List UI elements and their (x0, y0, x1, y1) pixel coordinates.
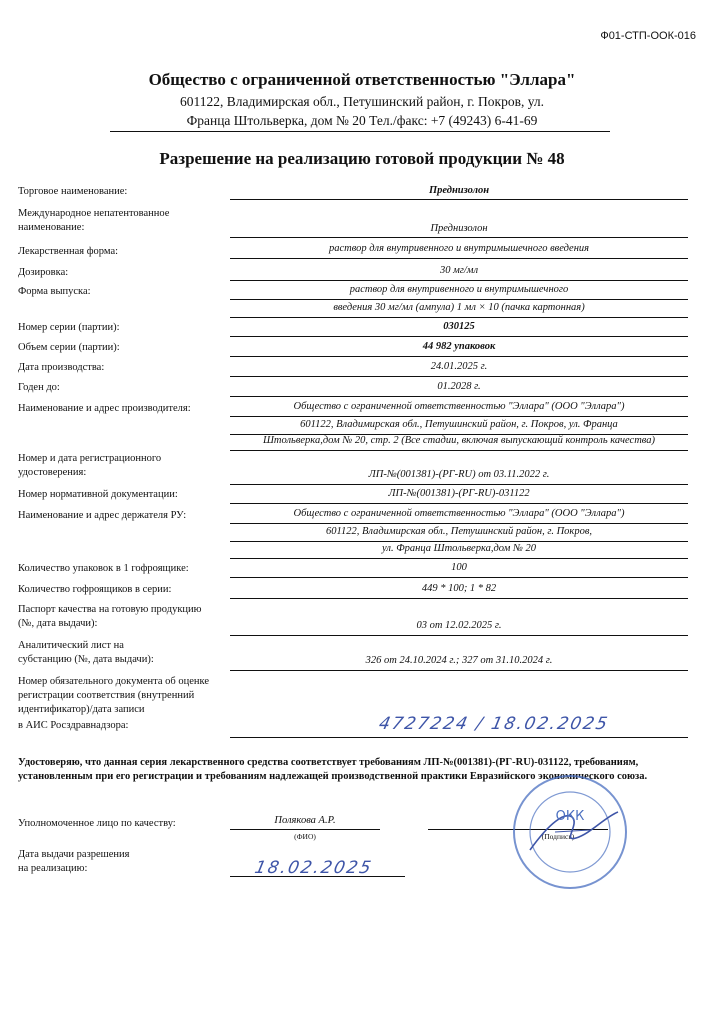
quality-passport-line (230, 635, 688, 636)
analytical-sheet-label-2: субстанцию (№, дата выдачи): (18, 654, 154, 665)
analytical-sheet-line (230, 670, 688, 671)
production-date-label: Дата производства: (18, 362, 105, 373)
issue-date-label-2: на реализацию: (18, 863, 88, 874)
holder-value-3: ул. Франца Штольверка,дом № 20 (382, 543, 536, 554)
manufacturer-value-2: 601122, Владимирская обл., Петушинский район, г. Покров, ул. Франца (300, 419, 618, 430)
qualified-person-name: Полякова А.Р. (274, 815, 336, 826)
registration-label-1: Номер и дата регистрационного (18, 453, 162, 464)
issue-date-line (230, 876, 405, 877)
release-form-value-2: введения 30 мг/мл (ампула) 1 мл × 10 (пачка картонная) (333, 302, 585, 313)
fio-caption: (ФИО) (294, 832, 316, 841)
signature-caption: (Подпись) (541, 832, 575, 841)
manufacturer-line-3 (230, 450, 688, 451)
document-code: Ф01-СТП-ООК-016 (600, 30, 696, 42)
quality-control-stamp (510, 772, 630, 892)
valid-until-line (230, 396, 688, 397)
document-title: Разрешение на реализацию готовой продукции № 48 (159, 149, 565, 168)
ais-label-4: в АИС Росздравнадзора: (18, 720, 129, 731)
inn-line (230, 237, 688, 238)
boxes-in-series-line (230, 598, 688, 599)
production-date-line (230, 376, 688, 377)
company-address-line1: 601122, Владимирская обл., Петушинский район, г. Покров, ул. (180, 94, 544, 109)
production-date-value: 24.01.2025 г. (430, 361, 488, 372)
holder-label: Наименование и адрес держателя РУ: (18, 510, 187, 521)
quality-passport-value: 03 от 12.02.2025 г. (416, 620, 502, 631)
company-name: Общество с ограниченной ответственностью "Эллара" (148, 70, 576, 89)
manufacturer-label: Наименование и адрес производителя: (18, 403, 191, 414)
packs-per-box-value: 100 (451, 562, 467, 573)
stamp-text: ОКК (555, 809, 585, 824)
quality-passport-label-2: (№, дата выдачи): (18, 618, 98, 629)
registration-value: ЛП-№(001381)-(РГ-RU) от 03.11.2022 г. (368, 469, 550, 480)
normative-doc-value: ЛП-№(001381)-(РГ-RU)-031122 (388, 488, 530, 499)
manufacturer-value-3: Штольверка,дом № 20, стр. 2 (Все стадии, включая выпускающий контроль качества) (262, 435, 656, 446)
issue-date-label-1: Дата выдачи разрешения (18, 849, 130, 860)
holder-value-2: 601122, Владимирская обл., Петушинский район, г. Покров, (325, 526, 593, 537)
normative-doc-label: Номер нормативной документации: (18, 489, 178, 500)
normative-doc-line (230, 503, 688, 504)
ais-line (230, 737, 688, 738)
name-line (230, 829, 380, 830)
issue-date-handwritten-value: 18.02.2025 (252, 858, 375, 878)
certification-text: Удостоверяю, что данная серия лекарственного средства соответствует требованиям ЛП-№(001381)-(РГ-RU)-031122, требованиям, установленным при его регистрации и требованиям надлежащей производственной практики Евразийского экономического союза. (18, 757, 648, 782)
series-number-line (230, 336, 688, 337)
inn-label-1: Международное непатентованное (18, 208, 170, 219)
ais-handwritten-value: 4727224 / 18.02.2025 (377, 714, 611, 734)
ais-label-3: идентификатор)/дата записи (18, 704, 145, 715)
release-form-value-1: раствор для внутривенного и внутримышечного (349, 284, 569, 295)
trade-name-label: Торговое наименование: (18, 186, 128, 197)
manufacturer-value-1: Общество с ограниченной ответственностью "Эллара" (ООО "Эллара") (293, 401, 625, 412)
header-divider (110, 131, 610, 132)
analytical-sheet-label-1: Аналитический лист на (18, 640, 124, 651)
series-volume-label: Объем серии (партии): (18, 342, 120, 353)
dosage-form-line (230, 258, 688, 259)
series-number-label: Номер серии (партии): (18, 322, 120, 333)
trade-name-line (230, 199, 688, 200)
company-address-line2: Франца Штольверка, дом № 20 Тел./факс: +7 (49243) 6-41-69 (186, 113, 538, 128)
valid-until-value: 01.2028 г. (437, 381, 481, 392)
analytical-sheet-value: 326 от 24.10.2024 г.; 327 от 31.10.2024 г. (365, 655, 553, 666)
ais-label-1: Номер обязательного документа об оценке (18, 676, 210, 687)
inn-value: Преднизолон (430, 223, 488, 234)
series-number-value: 030125 (443, 321, 475, 332)
packs-per-box-line (230, 577, 688, 578)
dosage-label: Дозировка: (18, 267, 69, 278)
inn-label-2: наименование: (18, 222, 85, 233)
quality-passport-label-1: Паспорт качества на готовую продукцию (18, 604, 202, 615)
valid-until-label: Годен до: (18, 382, 60, 393)
dosage-form-value: раствор для внутривенного и внутримышечного введения (328, 243, 590, 254)
dosage-value: 30 мг/мл (439, 265, 479, 276)
boxes-in-series-label: Количество гофроящиков в серии: (18, 584, 172, 595)
dosage-form-label: Лекарственная форма: (18, 246, 119, 257)
trade-name-value: Преднизолон (428, 185, 490, 196)
series-volume-value: 44 982 упаковок (422, 341, 496, 352)
packs-per-box-label: Количество упаковок в 1 гофроящике: (18, 563, 189, 574)
series-volume-line (230, 356, 688, 357)
release-form-label: Форма выпуска: (18, 286, 91, 297)
registration-label-2: удостоверения: (18, 467, 87, 478)
ais-label-2: регистрации соответствия (внутренний (18, 690, 195, 701)
boxes-in-series-value: 449 * 100; 1 * 82 (421, 583, 497, 594)
qualified-person-label: Уполномоченное лицо по качеству: (18, 818, 176, 829)
holder-value-1: Общество с ограниченной ответственностью "Эллара" (ООО "Эллара") (293, 508, 625, 519)
